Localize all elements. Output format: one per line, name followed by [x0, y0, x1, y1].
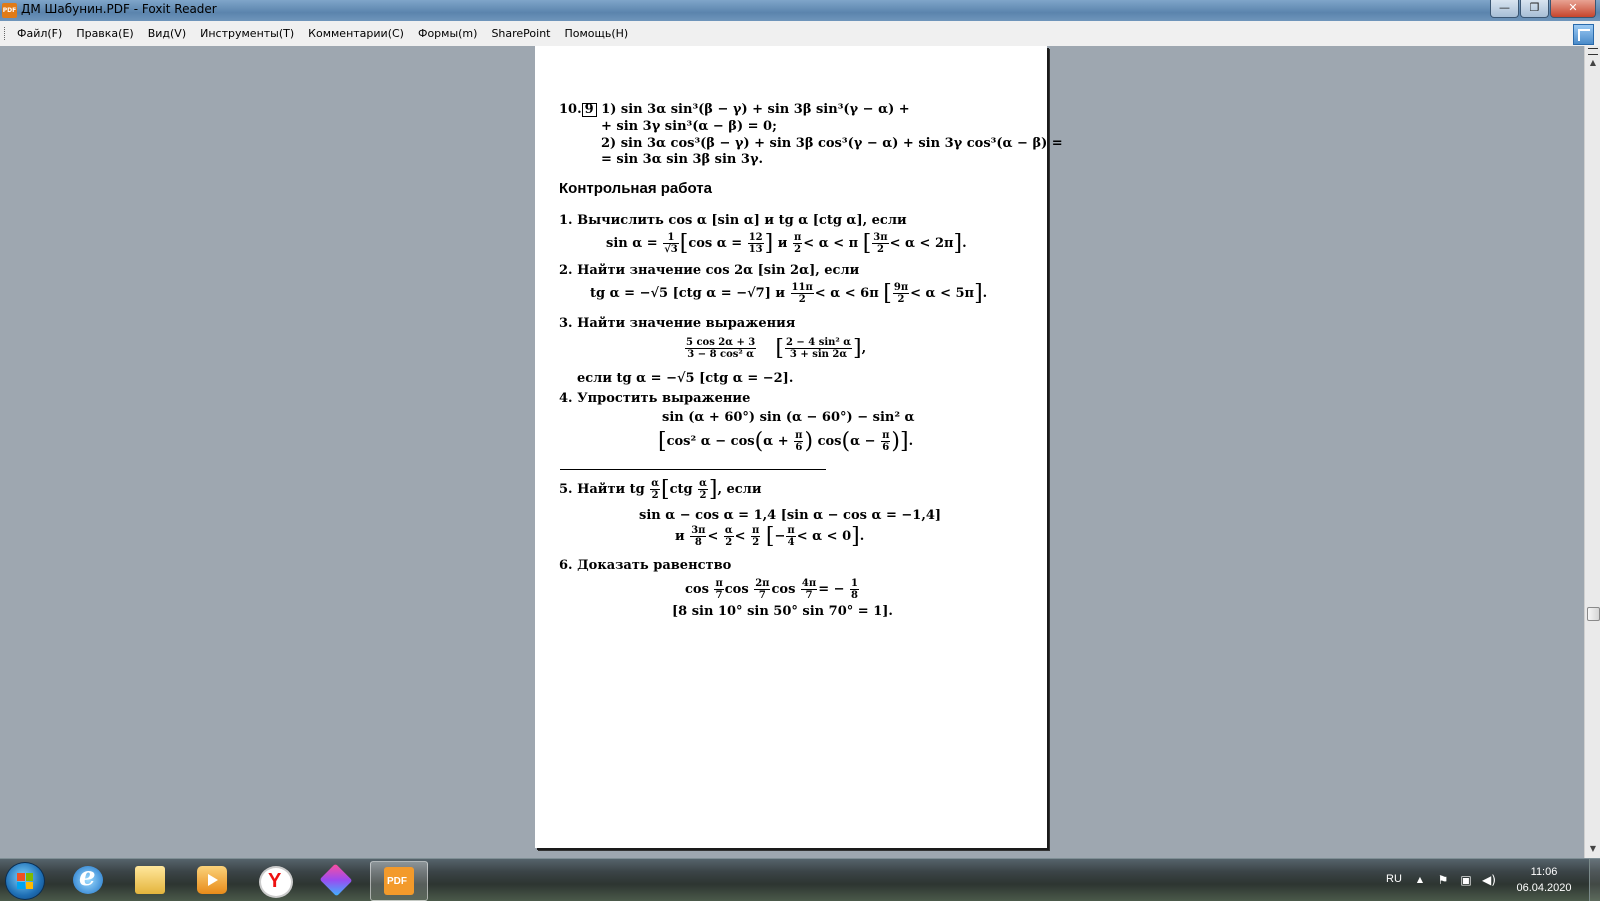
task-3-expression: $\frac{5 \cos 2\alpha + 3}{\text{3 − 8 cos² α}}$ [ $\frac{\text{2 − 4 sin² α}}{3 + \sin 2\alpha}$ ], [686, 336, 867, 361]
clock-date: 06.04.2020 [1516, 882, 1572, 894]
minimize-button[interactable]: — [1490, 0, 1519, 18]
scroll-up-arrow-icon[interactable]: ▲ [1589, 58, 1597, 67]
menu-file[interactable]: Файл(F) [17, 27, 63, 40]
section-divider [560, 469, 826, 470]
taskbar-foxit-reader[interactable] [370, 861, 428, 901]
menu-bar [0, 21, 1600, 47]
split-handle-icon[interactable] [1588, 48, 1598, 55]
scroll-down-arrow-icon[interactable]: ▼ [1589, 844, 1597, 853]
vertical-scrollbar[interactable] [1584, 46, 1600, 858]
task-3-condition: если tg α = −√5 [ctg α = −2]. [577, 371, 794, 386]
menu-forms[interactable]: Формы(m) [417, 27, 478, 40]
section-heading: Контрольная работа [559, 180, 712, 197]
taskbar-media-player[interactable] [184, 861, 240, 899]
problem-10-line-1: 10. 9 1) sin 3α sin³(β − γ) + sin 3β sin³(γ − α) + [559, 102, 910, 117]
gem-app-icon [320, 864, 353, 897]
task-6-equation: cos $\frac{\pi}{7}$ cos $\frac{2\pi}{7}$ cos $\frac{4\pi}{7}$ = − $\frac{1}{8}$ [685, 578, 859, 601]
folder-icon [135, 866, 165, 894]
show-hidden-icons-icon[interactable]: ▲ [1416, 875, 1424, 884]
problem-10-line-2: + sin 3γ sin³(α − β) = 0; [601, 119, 777, 134]
task-4-heading: 4. Упростить выражение [559, 391, 751, 406]
volume-icon[interactable]: ◀) [1482, 873, 1496, 887]
problem-10-line-3: 2) sin 3α cos³(β − γ) + sin 3β cos³(γ − α) + sin 3γ cos³(α − β) = [601, 136, 1063, 151]
task-6-heading: 6. Доказать равенство [559, 558, 732, 573]
task-2-heading: 2. Найти значение cos 2α [sin 2α], если [559, 263, 860, 278]
task-5-interval: и $\frac{3\pi}{8}$ < $\frac{\alpha}{2}$ < $\frac{\pi}{2}$ [− $\frac{\pi}{4}$ < α < 0]. [675, 524, 865, 549]
task-6-alt-equation: [8 sin 10° sin 50° sin 70° = 1]. [672, 604, 893, 619]
yandex-browser-icon [259, 866, 293, 898]
title-bar [0, 0, 1600, 21]
taskbar-yandex-browser[interactable] [246, 861, 302, 899]
language-indicator[interactable]: RU [1386, 873, 1402, 885]
taskbar [0, 858, 1600, 901]
menu-sharepoint[interactable]: SharePoint [491, 27, 551, 40]
taskbar-gem-app[interactable] [308, 861, 364, 899]
window-title: ДМ Шабунин.PDF - Foxit Reader [21, 2, 217, 16]
menu-grip-handle[interactable] [4, 27, 7, 40]
clock-time: 11:06 [1530, 866, 1558, 878]
menu-tools[interactable]: Инструменты(T) [200, 27, 295, 40]
show-desktop-button[interactable] [1589, 859, 1600, 901]
task-1-heading: 1. Вычислить cos α [sin α] и tg α [ctg α], если [559, 213, 907, 228]
task-4-alt-expression: [cos² α − cos(α + $\frac{\pi}{6}$ ) cos(α − $\frac{\pi}{6}$ )]. [658, 429, 914, 454]
network-icon[interactable]: ▣ [1460, 873, 1472, 887]
problem-10-line-4: = sin 3α sin 3β sin 3γ. [601, 152, 764, 167]
task-5-condition: sin α − cos α = 1,4 [sin α − cos α = −1,4] [639, 508, 942, 523]
taskbar-internet-explorer[interactable] [60, 861, 116, 899]
menu-edit[interactable]: Правка(E) [76, 27, 134, 40]
windows-logo-icon [17, 873, 33, 889]
task-1-condition: sin α = $\frac{1}{√3}$ [cos α = $\frac{12}{13}$ ] и $\frac{\pi}{2}$ < α < π [ $\frac{3\pi}{2}$ < α < 2π]. [606, 231, 967, 256]
taskbar-file-explorer[interactable] [122, 861, 178, 899]
task-4-expression: sin (α + 60°) sin (α − 60°) − sin² α [662, 410, 915, 425]
restore-button[interactable]: ❐ [1520, 0, 1549, 18]
menu-help[interactable]: Помощь(H) [564, 27, 629, 40]
close-button[interactable]: ✕ [1550, 0, 1596, 18]
window-controls [1489, 0, 1596, 18]
menu-view[interactable]: Вид(V) [147, 27, 187, 40]
task-3-heading: 3. Найти значение выражения [559, 316, 796, 331]
task-5-heading: 5. Найти tg $\frac{\alpha}{2}$ [ctg $\frac{\alpha}{2}$ ], если [559, 477, 762, 502]
foxit-app-icon[interactable]: PDF [2, 3, 17, 18]
media-player-icon [197, 866, 227, 894]
problem-level-box: 9 [582, 103, 597, 117]
foxit-pdf-icon [384, 867, 414, 895]
system-clock[interactable] [1504, 864, 1584, 896]
internet-explorer-icon [73, 866, 103, 894]
task-2-condition: tg α = −√5 [ctg α = −√7] и $\frac{11\pi}{2}$ < α < 6π [ $\frac{9\pi}{2}$ < α < 5π]. [590, 281, 988, 306]
scroll-thumb[interactable] [1587, 607, 1600, 621]
expand-toolbar-icon[interactable] [1573, 24, 1594, 45]
action-center-flag-icon[interactable]: ⚑ [1437, 873, 1449, 887]
menu-comments[interactable]: Комментарии(C) [308, 27, 404, 40]
start-button[interactable] [5, 862, 45, 900]
